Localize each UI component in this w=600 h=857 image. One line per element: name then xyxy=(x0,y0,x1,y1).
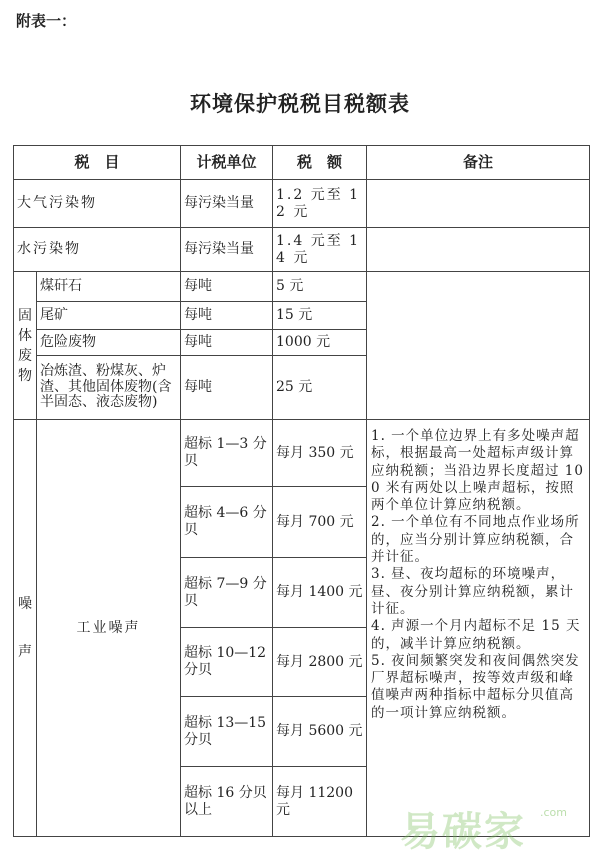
table-row xyxy=(14,180,590,228)
unit-cell: 每污染当量 xyxy=(181,228,273,272)
amount-cell: 每月 350 元 xyxy=(273,420,367,487)
category-label: 固体废物 xyxy=(18,307,32,384)
amount-cell: 1.2 元至 12 元 xyxy=(273,180,367,228)
table-row xyxy=(14,228,590,272)
item-cell: 大气污染物 xyxy=(14,180,181,228)
note-item: 2. 一个单位有不同地点作业场所的，应当分别计算应纳税额，合并计征。 xyxy=(371,514,580,566)
subcategory-cell: 工业噪声 xyxy=(37,420,181,837)
category-label: 噪声 xyxy=(18,596,32,660)
unit-cell: 超标 1—3 分贝 xyxy=(181,420,273,487)
note-item: 5. 夜间频繁突发和夜间偶然突发厂界超标噪声，按等效声级和峰值噪声两种指标中超标分贝值高的一项计算应纳税额。 xyxy=(371,652,580,721)
note-item: 3. 昼、夜均超标的环境噪声，昼、夜分别计算应纳税额，累计计征。 xyxy=(371,566,575,617)
notes-cell xyxy=(367,272,590,420)
unit-cell: 超标 13—15 分贝 xyxy=(181,697,273,767)
unit-cell: 超标 7—9 分贝 xyxy=(181,558,273,628)
table-row xyxy=(14,420,590,487)
amount-cell: 1.4 元至 14 元 xyxy=(273,228,367,272)
amount-cell: 15 元 xyxy=(273,302,367,330)
tax-table xyxy=(13,145,590,837)
watermark-logo: 易碳家 xyxy=(400,809,526,855)
watermark-domain: .com xyxy=(540,806,567,819)
unit-cell: 超标 4—6 分贝 xyxy=(181,487,273,558)
amount-cell: 每月 2800 元 xyxy=(273,628,367,697)
appendix-caption: 附表一： xyxy=(16,12,77,30)
note-item: 1. 一个单位边界上有多处噪声超标，根据最高一处超标声级计算应纳税额；当沿边界长度超过 100 米有两处以上噪声超标，按照两个单位计算应纳税额。 xyxy=(371,428,584,514)
unit-cell: 每污染当量 xyxy=(181,180,273,228)
category-cell xyxy=(14,272,37,420)
unit-cell: 每吨 xyxy=(181,330,273,356)
unit-cell: 每吨 xyxy=(181,356,273,420)
notes-cell xyxy=(367,228,590,272)
note-item: 4. 声源一个月内超标不足 15 天的，减半计算应纳税额。 xyxy=(371,618,581,652)
amount-cell: 25 元 xyxy=(273,356,367,420)
notes-cell xyxy=(367,420,590,837)
amount-cell: 1000 元 xyxy=(273,330,367,356)
header-notes: 备注 xyxy=(367,146,590,180)
item-cell: 尾矿 xyxy=(37,302,181,330)
header-unit: 计税单位 xyxy=(181,146,273,180)
table-header-row xyxy=(14,146,590,180)
header-item: 税 目 xyxy=(14,146,181,180)
unit-cell: 每吨 xyxy=(181,272,273,302)
unit-cell: 超标 16 分贝以上 xyxy=(181,767,273,837)
header-amount: 税 额 xyxy=(273,146,367,180)
unit-cell: 超标 10—12 分贝 xyxy=(181,628,273,697)
amount-cell: 每月 1400 元 xyxy=(273,558,367,628)
amount-cell: 5 元 xyxy=(273,272,367,302)
amount-cell: 每月 11200 元 xyxy=(273,767,367,837)
amount-cell: 每月 700 元 xyxy=(273,487,367,558)
item-cell: 危险废物 xyxy=(37,330,181,356)
item-cell: 冶炼渣、粉煤灰、炉渣、其他固体废物(含半固态、液态废物) xyxy=(37,356,181,420)
amount-cell: 每月 5600 元 xyxy=(273,697,367,767)
item-cell: 水污染物 xyxy=(14,228,181,272)
table-row xyxy=(14,272,590,302)
notes-cell xyxy=(367,180,590,228)
page-title: 环境保护税税目税额表 xyxy=(190,91,410,116)
category-cell xyxy=(14,420,37,837)
item-cell: 煤矸石 xyxy=(37,272,181,302)
unit-cell: 每吨 xyxy=(181,302,273,330)
